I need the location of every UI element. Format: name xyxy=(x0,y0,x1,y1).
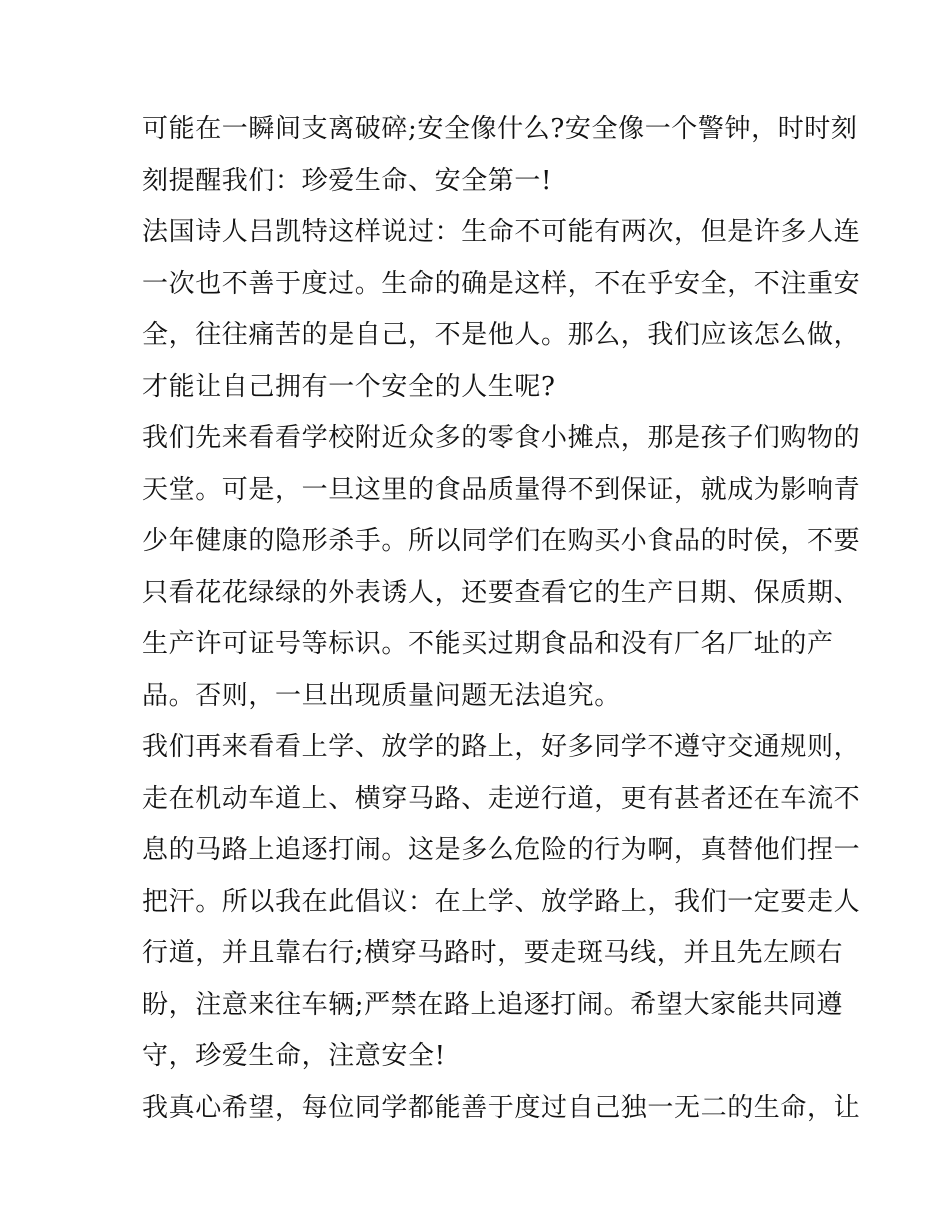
text-line: 刻提醒我们：珍爱生命、安全第一! xyxy=(142,165,553,196)
text-line: 才能让自己拥有一个安全的人生呢? xyxy=(142,371,556,402)
document-body xyxy=(142,104,861,1134)
text-line: 我们再来看看上学、放学的路上，好多同学不遵守交通规则， xyxy=(142,732,861,762)
text-line: 行道，并且靠右行;横穿马路时，要走斑马线，并且先左顾右 xyxy=(142,938,843,968)
text-line: 法国诗人吕凯特这样说过：生命不可能有两次，但是许多人连 xyxy=(142,217,861,247)
text-line: 可能在一瞬间支离破碎;安全像什么?安全像一个警钟，时时刻 xyxy=(142,114,858,144)
text-line: 盼，注意来往车辆;严禁在路上追逐打闹。希望大家能共同遵 xyxy=(142,989,843,1020)
text-line: 走在机动车道上、横穿马路、走逆行道，更有甚者还在车流不 xyxy=(142,783,861,814)
text-line: 我们先来看看学校附近众多的零食小摊点，那是孩子们购物的 xyxy=(142,423,861,453)
text-line: 品。否则，一旦出现质量问题无法追究。 xyxy=(142,680,621,711)
text-line: 一次也不善于度过。生命的确是这样，不在乎安全，不注重安 xyxy=(142,268,861,299)
text-line: 天堂。可是，一旦这里的食品质量得不到保证，就成为影响青 xyxy=(142,474,861,505)
text-line: 息的马路上追逐打闹。这是多么危险的行为啊，真替他们捏一 xyxy=(142,835,861,865)
text-line: 全，往往痛苦的是自己，不是他人。那么，我们应该怎么做， xyxy=(142,320,861,350)
text-line: 我真心希望，每位同学都能善于度过自己独一无二的生命，让 xyxy=(142,1092,861,1123)
text-line: 少年健康的隐形杀手。所以同学们在购买小食品的时侯，不要 xyxy=(142,526,861,556)
text-line: 把汗。所以我在此倡议：在上学、放学路上，我们一定要走人 xyxy=(142,886,861,917)
text-line: 守，珍爱生命，注意安全! xyxy=(142,1041,446,1071)
text-line: 只看花花绿绿的外表诱人，还要查看它的生产日期、保质期、 xyxy=(142,577,861,608)
text-line: 生产许可证号等标识。不能买过期食品和没有厂名厂址的产 xyxy=(142,629,834,659)
